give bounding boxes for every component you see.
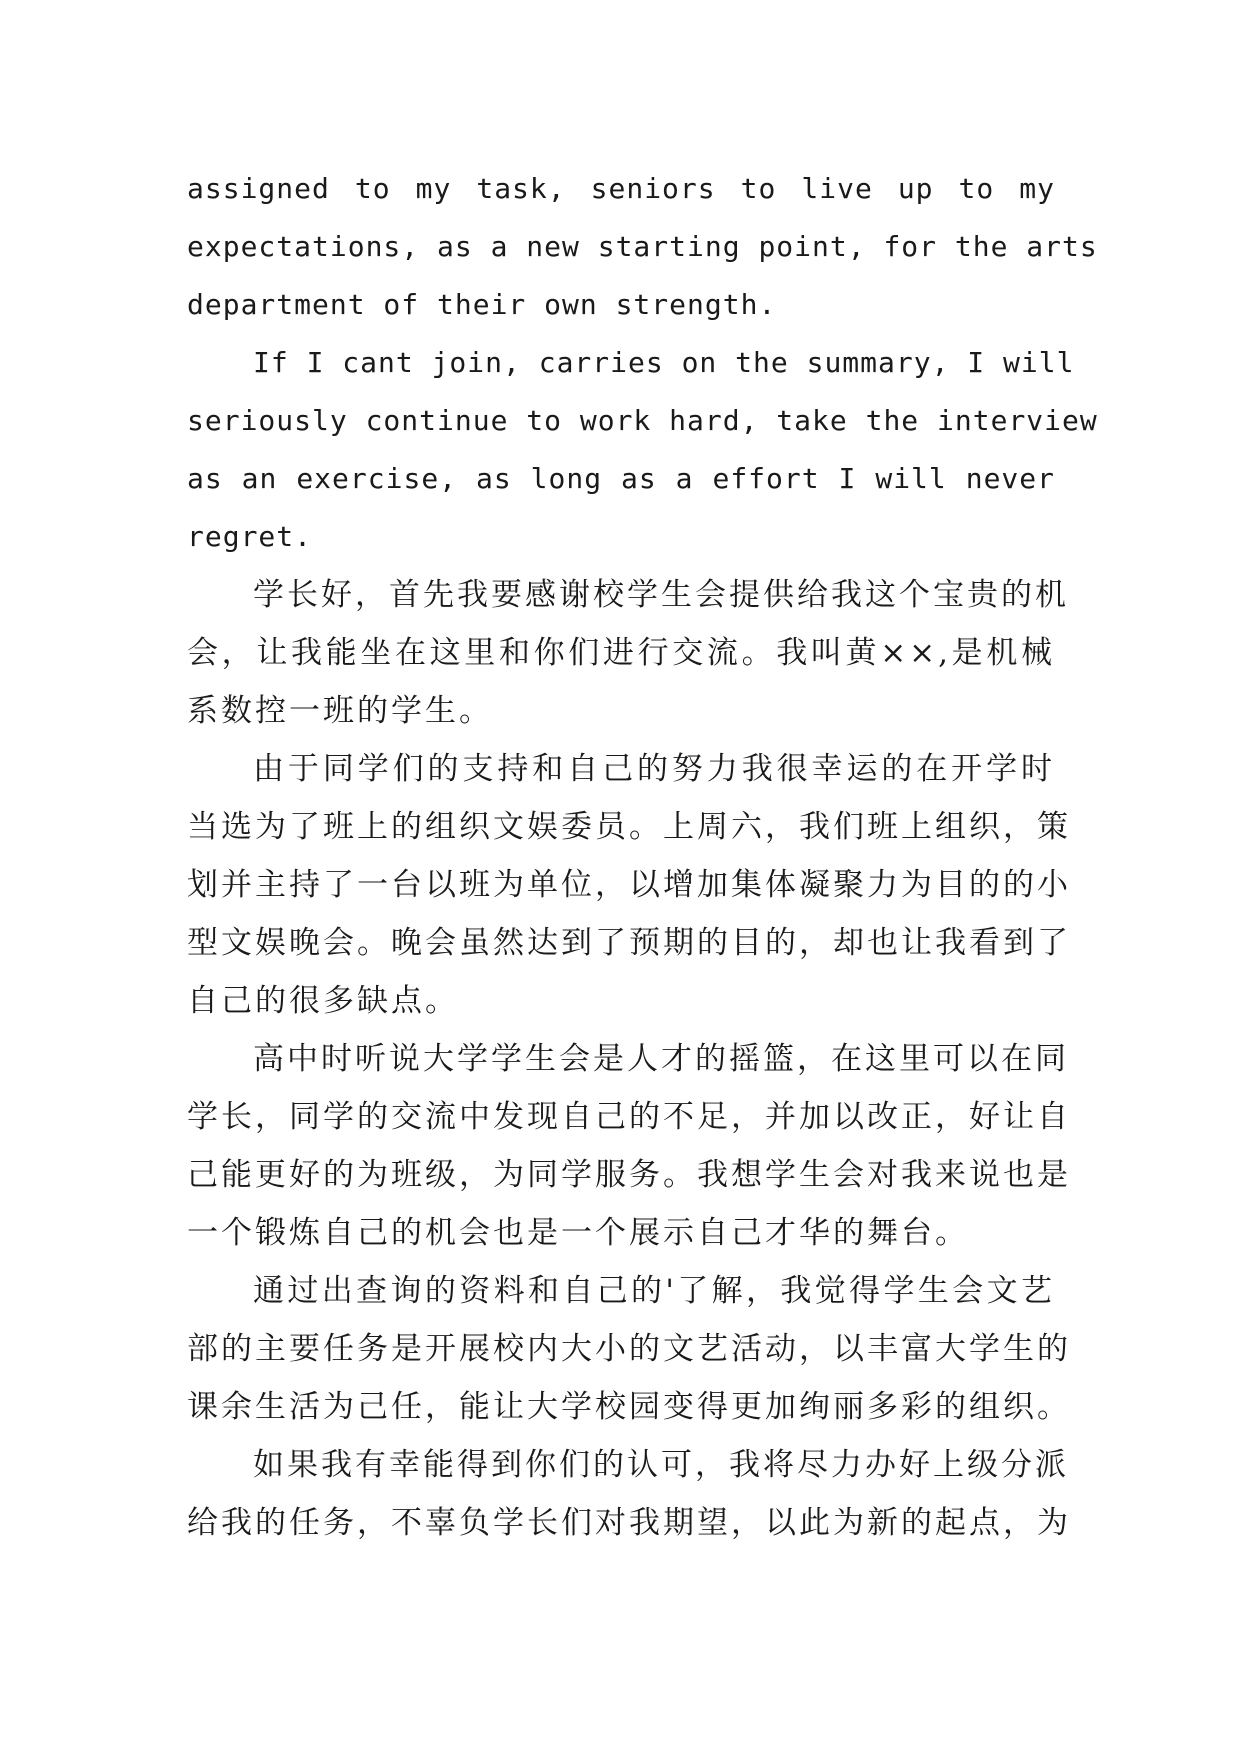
paragraph-line: 己能更好的为班级，为同学服务。我想学生会对我来说也是 [187, 1157, 1071, 1193]
paragraph [187, 334, 1098, 566]
paragraph-line: 高中时听说大学学生会是人才的摇篮，在这里可以在同 [253, 1041, 1069, 1077]
paragraph-line: 学长，同学的交流中发现自己的不足，并加以改正，好让自 [187, 1099, 1071, 1135]
paragraph-line: seriously continue to work hard, take the interview [187, 404, 1098, 437]
paragraph [187, 740, 1071, 1030]
paragraph-line: department of their own strength. [187, 288, 777, 321]
paragraph-line: 给我的任务，不辜负学长们对我期望，以此为新的起点，为 [187, 1505, 1071, 1541]
paragraph-line: 部的主要任务是开展校内大小的文艺活动，以丰富大学生的 [187, 1331, 1071, 1367]
paragraph-line: as an exercise, as long as a effort I will never [187, 462, 1055, 495]
paragraph-line: 自己的很多缺点。 [187, 983, 459, 1019]
paragraph-line: regret. [187, 520, 313, 553]
paragraph-line: assigned to my task, seniors to live up to my [187, 172, 1055, 205]
paragraph-line: 型文娱晚会。晚会虽然达到了预期的目的，却也让我看到了 [187, 925, 1071, 961]
paragraph-line: If I cant join, carries on the summary, I will [253, 346, 1075, 379]
paragraph [187, 1436, 1071, 1552]
paragraph-line: 由于同学们的支持和自己的努力我很幸运的在开学时 [253, 751, 1055, 787]
paragraph-line: expectations, as a new starting point, for the arts [187, 230, 1098, 263]
paragraph-line: 系数控一班的学生。 [187, 693, 493, 729]
paragraph-line: 会，让我能坐在这里和你们进行交流。我叫黄××,是机械 [187, 635, 1055, 671]
paragraph [187, 160, 1098, 334]
paragraph-line: 如果我有幸能得到你们的认可，我将尽力办好上级分派 [253, 1447, 1069, 1483]
paragraph-line: 划并主持了一台以班为单位，以增加集体凝聚力为目的的小 [187, 867, 1071, 903]
document-body [187, 160, 1098, 1552]
paragraph-line: 课余生活为己任，能让大学校园变得更加绚丽多彩的组织。 [187, 1389, 1071, 1425]
paragraph [187, 1262, 1071, 1436]
paragraph-line: 通过出查询的资料和自己的'了解，我觉得学生会文艺 [253, 1273, 1055, 1309]
paragraph-line: 当选为了班上的组织文娱委员。上周六，我们班上组织，策 [187, 809, 1071, 845]
paragraph [187, 566, 1069, 740]
paragraph-line: 一个锻炼自己的机会也是一个展示自己才华的舞台。 [187, 1215, 969, 1251]
paragraph-line: 学长好，首先我要感谢校学生会提供给我这个宝贵的机 [253, 577, 1069, 613]
paragraph [187, 1030, 1071, 1262]
